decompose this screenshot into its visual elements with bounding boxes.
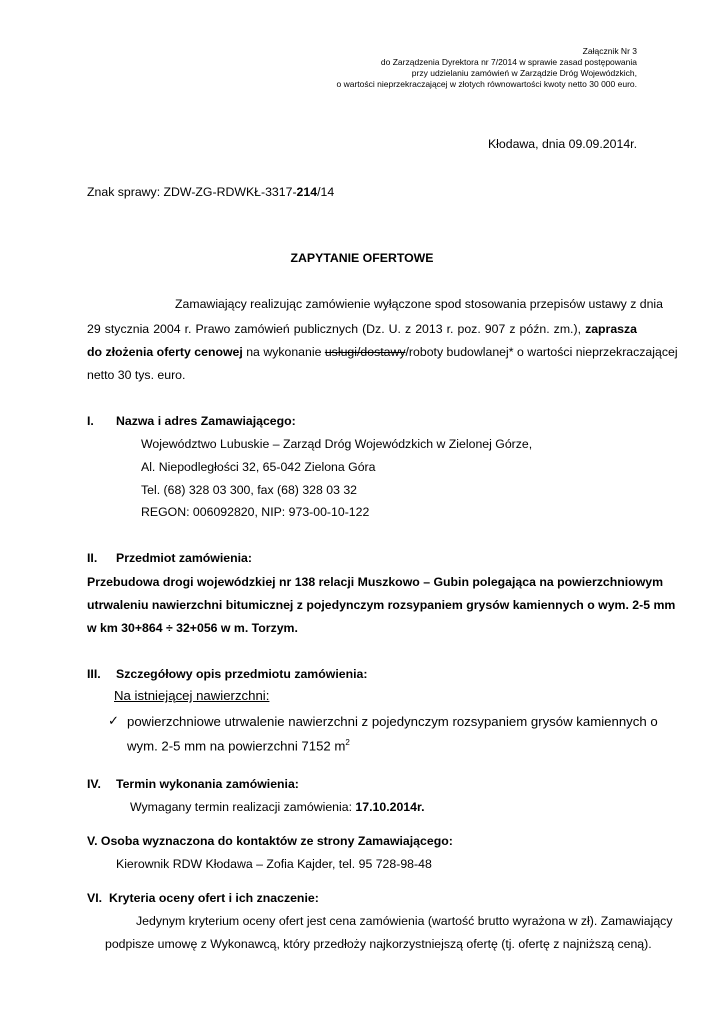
section-3-item-line-2	[127, 738, 350, 753]
intro-line-3	[87, 345, 678, 359]
intro-line-4: netto 30 tys. euro.	[87, 368, 186, 382]
section-4-text	[130, 800, 425, 814]
intro-works-text: /roboty budowlanej* o wartości nieprzekraczającej	[405, 345, 678, 359]
section-2-line-3: w km 30+864 ÷ 32+056 w m. Torzym.	[87, 621, 298, 635]
case-reference-number: 214	[296, 185, 318, 199]
section-1-line-3: Tel. (68) 328 03 300, fax (68) 328 03 32	[141, 483, 358, 497]
intro-line-2	[87, 322, 637, 336]
section-4-number: IV.	[87, 777, 101, 791]
place-date: Kłodawa, dnia 09.09.2014r.	[487, 137, 637, 151]
section-2-heading: Przedmiot zamówienia:	[116, 551, 252, 565]
section-4-heading: Termin wykonania zamówienia:	[116, 777, 299, 791]
intro-line-1: Zamawiający realizując zamówienie wyłączone spod stosowania przepisów ustawy z dnia	[175, 297, 664, 311]
section-1-number: I.	[87, 414, 94, 428]
case-reference	[87, 185, 334, 199]
section-3-subheading	[114, 688, 269, 703]
section-6-heading: Kryteria oceny ofert i ich znaczenie:	[109, 891, 319, 905]
section-1-heading: Nazwa i adres Zamawiającego:	[116, 414, 296, 428]
attachment-note-line-2: do Zarządzenia Dyrektora nr 7/2014 w sprawie zasad postępowania	[380, 57, 637, 67]
section-2-line-2: utrwaleniu nawierzchni bitumicznej z pojedynczym rozsypaniem grysów kamiennych o wym. 2-5 mm	[87, 598, 676, 612]
section-3-heading: Szczegółowy opis przedmiotu zamówienia:	[116, 667, 368, 681]
square-superscript: 2	[345, 738, 350, 747]
section-3-item-text: wym. 2-5 mm na powierzchni 7152 m	[127, 738, 346, 754]
document-title: ZAPYTANIE OFERTOWE	[290, 251, 434, 265]
deadline-date: 17.10.2014r.	[355, 800, 425, 814]
section-5-heading: V. Osoba wyznaczona do kontaktów ze strony Zamawiającego:	[87, 834, 453, 848]
intro-struck-options	[325, 345, 678, 359]
attachment-note-line-1: Załącznik Nr 3	[582, 46, 637, 56]
case-reference-prefix: Znak sprawy: ZDW-ZG-RDWKŁ-3317-	[87, 185, 297, 199]
section-2-line-1: Przebudowa drogi wojewódzkiej nr 138 relacji Muszkowo – Gubin polegająca na powierzchniowym	[87, 575, 664, 589]
checkmark-icon: ✓	[108, 713, 120, 728]
intro-invite: zaprasza	[585, 322, 638, 336]
deadline-label: Wymagany termin realizacji zamówienia:	[130, 800, 356, 814]
attachment-note-line-3: przy udzielaniu zamówień w Zarządzie Dróg Wojewódzkich,	[411, 68, 637, 78]
case-reference-suffix: /14	[317, 185, 335, 199]
section-6-line-2: podpisze umowę z Wykonawcą, który przedłoży najkorzystniejszą ofertę (tj. ofertę z najniższą ceną).	[105, 937, 652, 951]
intro-on-execution: na wykonanie	[246, 345, 322, 359]
intro-offer: do złożenia oferty cenowej	[87, 345, 243, 359]
intro-struck-text: usługi/dostawy	[324, 345, 406, 359]
section-6-line-1: Jedynym kryterium oceny ofert jest cena zamówienia (wartość brutto wyrażona w zł). Zamawiający	[136, 914, 673, 928]
section-1-line-1: Województwo Lubuskie – Zarząd Dróg Wojewódzkich w Zielonej Górze,	[141, 437, 533, 451]
section-1-line-2: Al. Niepodległości 32, 65-042 Zielona Góra	[141, 460, 376, 474]
section-6-number: VI.	[87, 891, 103, 905]
intro-line-2-text: 29 stycznia 2004 r. Prawo zamówień publicznych (Dz. U. z 2013 r. poz. 907 z późn. zm.),	[87, 322, 581, 336]
section-3-number: III.	[87, 667, 101, 681]
section-2-number: II.	[87, 551, 98, 565]
section-3-subheading-text: Na istniejącej nawierzchni:	[114, 688, 270, 703]
section-5-text: Kierownik RDW Kłodawa – Zofia Kajder, tel. 95 728-98-48	[116, 857, 432, 871]
section-3-item-line-1: powierzchniowe utrwalenie nawierzchni z pojedynczym rozsypaniem grysów kamiennych o	[127, 714, 658, 729]
section-1-line-4: REGON: 006092820, NIP: 973-00-10-122	[141, 505, 370, 519]
attachment-note-line-4: o wartości nieprzekraczającej w złotych równowartości kwoty netto 30 000 euro.	[336, 79, 637, 89]
